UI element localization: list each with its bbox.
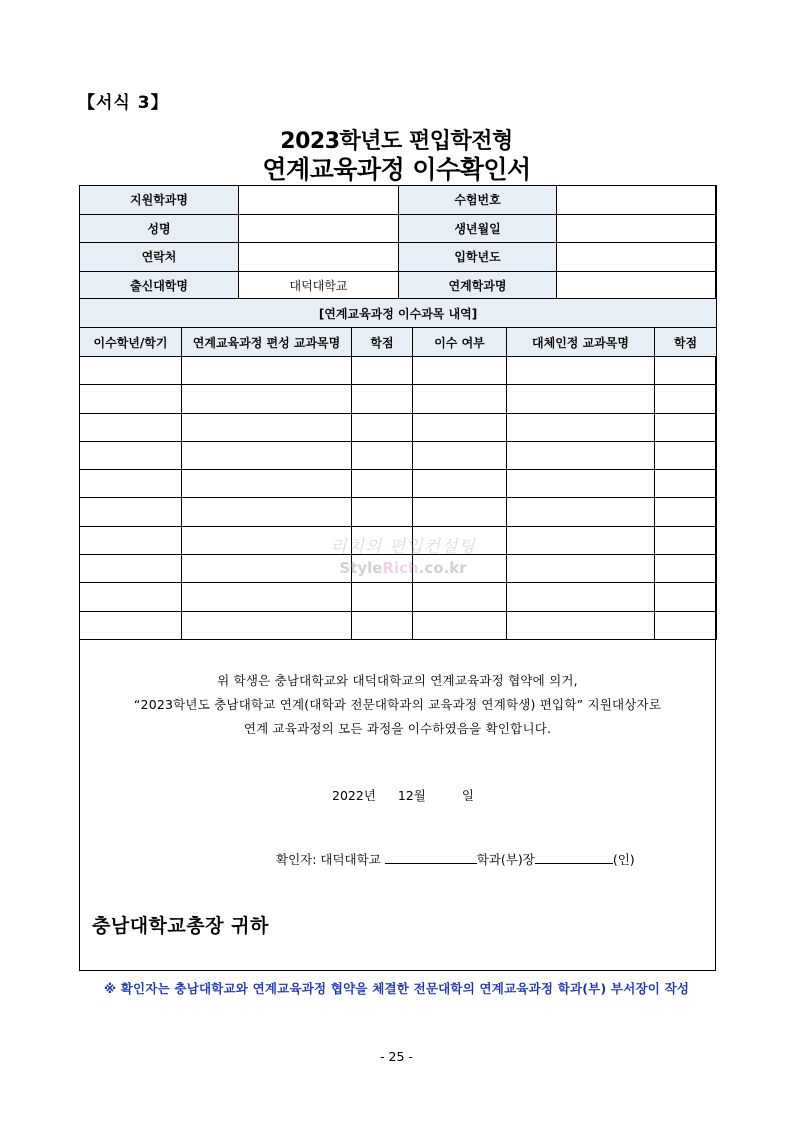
field-label: 지원학과명 — [80, 186, 239, 215]
field-value[interactable]: 대덕대학교 — [239, 271, 399, 300]
statement-line-2: “2023학년도 충남대학교 연계(대학과 전문대학과의 교육과정 연계학생) 편입학” 지원대상자로 — [133, 697, 662, 712]
course-cell[interactable] — [352, 385, 413, 413]
field-value[interactable] — [557, 214, 717, 243]
addressee: 충남대학교총장 귀하 — [92, 915, 269, 937]
course-cell[interactable] — [655, 583, 717, 611]
info-row — [80, 271, 717, 300]
field-value[interactable] — [239, 186, 399, 215]
field-label: 입학년도 — [399, 243, 557, 272]
course-row — [80, 498, 717, 526]
course-cell[interactable] — [413, 413, 507, 441]
course-cell[interactable] — [507, 413, 655, 441]
info-row — [80, 243, 717, 272]
course-cell[interactable] — [352, 441, 413, 469]
course-column-header-row — [80, 328, 717, 357]
course-cell[interactable] — [182, 470, 352, 498]
field-label: 연락처 — [80, 243, 239, 272]
course-cell[interactable] — [352, 413, 413, 441]
course-section-header: [연계교육과정 이수과목 내역] — [80, 299, 717, 328]
course-cell[interactable] — [507, 441, 655, 469]
field-label: 출신대학명 — [80, 271, 239, 300]
date-month: 12월 — [397, 788, 426, 803]
course-cell[interactable] — [352, 611, 413, 639]
issue-date — [332, 786, 474, 804]
date-day: 일 — [461, 788, 474, 803]
confirmer-prefix: 확인자: 대덕대학교 — [276, 852, 381, 867]
document-title-line2: 연계교육과정 이수확인서 — [262, 155, 531, 184]
course-row — [80, 441, 717, 469]
column-header: 연계교육과정 편성 교과목명 — [182, 328, 352, 357]
course-cell[interactable] — [80, 385, 182, 413]
course-cell[interactable] — [507, 583, 655, 611]
column-header: 이수학년/학기 — [80, 328, 182, 357]
column-header: 학점 — [352, 328, 413, 357]
course-cell[interactable] — [507, 555, 655, 583]
course-row — [80, 385, 717, 413]
course-cell[interactable] — [413, 611, 507, 639]
course-row — [80, 413, 717, 441]
course-row — [80, 611, 717, 639]
course-cell[interactable] — [80, 413, 182, 441]
course-cell[interactable] — [182, 441, 352, 469]
course-cell[interactable] — [655, 611, 717, 639]
course-cell[interactable] — [655, 441, 717, 469]
field-label: 연계학과명 — [399, 271, 557, 300]
course-cell[interactable] — [182, 357, 352, 385]
course-cell[interactable] — [507, 470, 655, 498]
info-row — [80, 214, 717, 243]
course-cell[interactable] — [182, 498, 352, 526]
page-number: - 25 - — [380, 1049, 413, 1064]
course-cell[interactable] — [352, 470, 413, 498]
course-cell[interactable] — [507, 611, 655, 639]
course-cell[interactable] — [413, 357, 507, 385]
course-cell[interactable] — [507, 526, 655, 554]
field-label: 수험번호 — [399, 186, 557, 215]
field-value[interactable] — [557, 243, 717, 272]
signer-name-blank[interactable] — [535, 851, 613, 864]
course-completion-table — [79, 298, 717, 640]
course-cell[interactable] — [507, 498, 655, 526]
applicant-info-table — [79, 185, 717, 300]
course-cell[interactable] — [80, 470, 182, 498]
course-cell[interactable] — [80, 441, 182, 469]
course-cell[interactable] — [507, 385, 655, 413]
course-cell[interactable] — [655, 498, 717, 526]
course-cell[interactable] — [352, 583, 413, 611]
watermark-text: 리치의 편입컨설팅 — [330, 537, 476, 557]
course-row — [80, 357, 717, 385]
course-cell[interactable] — [182, 611, 352, 639]
statement-line-3: 연계 교육과정의 모든 과정을 이수하였음을 확인합니다. — [243, 721, 552, 736]
field-value[interactable] — [239, 214, 399, 243]
course-cell[interactable] — [655, 413, 717, 441]
course-row — [80, 583, 717, 611]
statement-line-1: 위 학생은 충남대학교와 대덕대학교의 연계교육과정 협약에 의거, — [217, 673, 578, 688]
course-cell[interactable] — [413, 441, 507, 469]
seal-mark: (인) — [612, 852, 635, 867]
course-cell[interactable] — [655, 357, 717, 385]
course-cell[interactable] — [655, 555, 717, 583]
info-row — [80, 186, 717, 215]
course-cell[interactable] — [413, 583, 507, 611]
course-cell[interactable] — [655, 526, 717, 554]
course-cell[interactable] — [655, 385, 717, 413]
course-cell[interactable] — [182, 583, 352, 611]
field-label: 생년월일 — [399, 214, 557, 243]
course-cell[interactable] — [182, 413, 352, 441]
field-value[interactable] — [557, 186, 717, 215]
department-blank[interactable] — [385, 851, 477, 864]
column-header: 대체인정 교과목명 — [507, 328, 655, 357]
field-label: 성명 — [80, 214, 239, 243]
course-cell[interactable] — [80, 611, 182, 639]
footnote: ※ 확인자는 충남대학교와 연계교육과정 협약을 체결한 전문대학의 연계교육과정 학과(부) 부서장이 작성 — [103, 981, 690, 996]
date-year: 2022년 — [332, 788, 376, 803]
column-header: 이수 여부 — [413, 328, 507, 357]
watermark-url: StyleRich.co.kr — [339, 559, 467, 577]
course-cell[interactable] — [80, 555, 182, 583]
confirmation-statement — [79, 669, 716, 741]
course-cell[interactable] — [413, 498, 507, 526]
form-number-label: 【서식 3】 — [78, 93, 169, 113]
document-title-line1: 2023학년도 편입학전형 — [280, 129, 513, 154]
department-head-label: 학과(부)장 — [476, 852, 535, 867]
course-cell[interactable] — [507, 357, 655, 385]
course-row — [80, 470, 717, 498]
course-cell[interactable] — [80, 357, 182, 385]
course-cell[interactable] — [80, 526, 182, 554]
field-value[interactable] — [239, 243, 399, 272]
course-cell[interactable] — [80, 583, 182, 611]
course-cell[interactable] — [80, 498, 182, 526]
column-header: 학점 — [655, 328, 717, 357]
course-cell[interactable] — [352, 498, 413, 526]
course-cell[interactable] — [413, 470, 507, 498]
course-cell[interactable] — [655, 470, 717, 498]
course-cell[interactable] — [413, 385, 507, 413]
confirmer-signature-line — [276, 850, 635, 868]
field-value[interactable] — [557, 271, 717, 300]
course-cell[interactable] — [182, 385, 352, 413]
watermark — [318, 532, 488, 577]
course-cell[interactable] — [352, 357, 413, 385]
